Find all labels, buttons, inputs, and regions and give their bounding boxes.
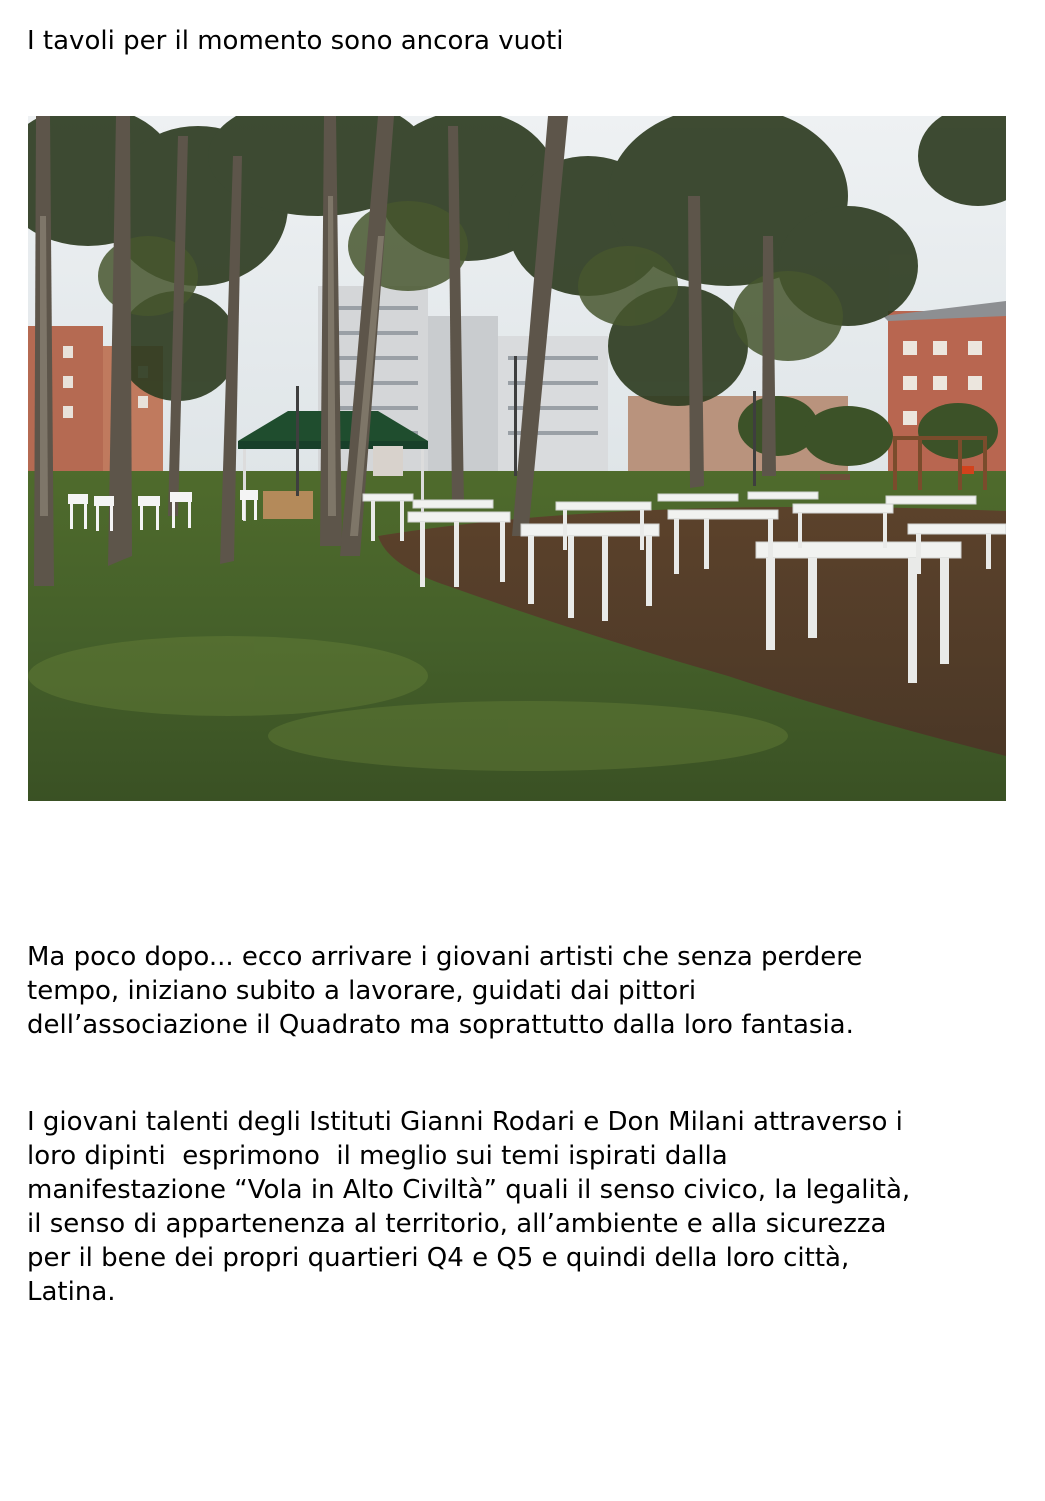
paragraph-line: Ma poco dopo... ecco arrivare i giovani artisti che senza perdere <box>27 942 863 972</box>
park-photo <box>28 116 1006 801</box>
paragraph-talents <box>27 1105 1017 1309</box>
paragraph-line: per il bene dei propri quartieri Q4 e Q5 e quindi della loro città, <box>27 1243 850 1273</box>
paragraph-arrival <box>27 940 1017 1042</box>
paragraph-line: loro dipinti esprimono il meglio sui temi ispirati dalla <box>27 1141 728 1171</box>
paragraph-line: dell’associazione il Quadrato ma soprattutto dalla loro fantasia. <box>27 1010 854 1040</box>
paragraph-line: tempo, iniziano subito a lavorare, guidati dai pittori <box>27 976 697 1006</box>
paragraph-line: I giovani talenti degli Istituti Gianni Rodari e Don Milani attraverso i <box>27 1107 903 1137</box>
photo-caption: I tavoli per il momento sono ancora vuoti <box>27 26 564 56</box>
paragraph-line: il senso di appartenenza al territorio, all’ambiente e alla sicurezza <box>27 1209 887 1239</box>
paragraph-line: Latina. <box>27 1277 116 1307</box>
paragraph-line: manifestazione “Vola in Alto Civiltà” quali il senso civico, la legalità, <box>27 1175 911 1205</box>
